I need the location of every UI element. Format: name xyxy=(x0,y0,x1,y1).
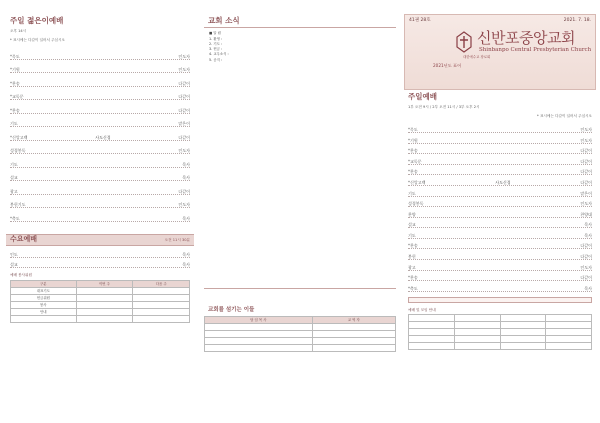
table-header-cell: 구분 xyxy=(11,281,77,288)
order-leader: 인도자 xyxy=(580,137,592,143)
table-cell xyxy=(546,329,592,336)
order-row xyxy=(10,46,190,60)
order-leader: 다같이 xyxy=(580,179,592,185)
table-cell xyxy=(546,343,592,350)
table-cell: 안내 xyxy=(11,309,77,316)
order-leader: 인도자 xyxy=(178,53,190,59)
order-leader: 목사 xyxy=(182,251,190,257)
table-cell xyxy=(133,302,190,309)
order-leader: 다같이 xyxy=(178,80,190,86)
order-row xyxy=(10,154,190,168)
meetings-table xyxy=(408,314,592,350)
order-item: 설교 xyxy=(10,261,18,267)
table-cell xyxy=(312,331,395,338)
order-row xyxy=(408,249,592,260)
order-leader: 다같이 xyxy=(178,107,190,113)
youth-worship-panel xyxy=(6,14,194,417)
order-item: *찬송 xyxy=(408,243,418,249)
table-cell xyxy=(500,336,546,343)
order-list xyxy=(404,120,596,294)
table-cell xyxy=(205,338,313,345)
order-leader: 목사 xyxy=(182,215,190,221)
table-cell xyxy=(409,322,455,329)
worship-title: 주일예배 xyxy=(408,92,437,101)
table-cell xyxy=(454,322,500,329)
order-item: *묵도 xyxy=(10,53,20,59)
table-cell: 헌금위원 xyxy=(11,295,77,302)
notice-item: 5. 공지 : xyxy=(209,57,223,62)
panel-title: 주일 젊은이예배 xyxy=(10,16,64,25)
main-worship-panel xyxy=(404,14,596,417)
table-cell xyxy=(546,322,592,329)
order-item: *찬송 xyxy=(408,148,418,154)
order-item: 설교 xyxy=(408,222,416,228)
standing-note: * 표시에는 다같이 일어서 주십시오 xyxy=(10,37,65,42)
order-leader: 다같이 xyxy=(580,243,592,249)
order-leader: 목사 xyxy=(584,285,592,291)
order-row xyxy=(408,207,592,218)
order-item: 기도 xyxy=(10,161,18,167)
order-row xyxy=(408,197,592,208)
table-cell: 봉사 xyxy=(11,302,77,309)
notices-header: ■ 알 림 xyxy=(209,31,221,36)
notice-item: 2. 기도 : xyxy=(209,41,223,46)
order-leader: 다같이 xyxy=(580,158,592,164)
table-row xyxy=(11,295,190,302)
table-cell xyxy=(409,343,455,350)
order-item: *신앙고백 xyxy=(10,134,28,140)
table-cell xyxy=(409,336,455,343)
notice-item: 4. 교우소식 : xyxy=(209,52,229,57)
table-cell xyxy=(205,331,313,338)
order-item: *교독문 xyxy=(10,94,24,100)
order-leader: 인도자 xyxy=(580,264,592,270)
order-leader: 다같이 xyxy=(580,169,592,175)
order-item: 찬양 xyxy=(408,211,416,217)
order-item: 설교 xyxy=(10,175,18,181)
order-leader: 인도자 xyxy=(178,202,190,208)
order-row xyxy=(408,154,592,165)
order-row xyxy=(10,248,190,258)
table-cell xyxy=(500,343,546,350)
order-row xyxy=(10,127,190,141)
order-row xyxy=(10,114,190,128)
order-row xyxy=(408,260,592,271)
table-cell xyxy=(312,324,395,331)
table-cell xyxy=(454,336,500,343)
church-address xyxy=(404,350,596,354)
order-row xyxy=(408,165,592,176)
order-item: 성경봉독 xyxy=(10,148,26,154)
order-leader: 목사 xyxy=(182,261,190,267)
order-row xyxy=(10,87,190,101)
order-row xyxy=(408,271,592,282)
table-cell xyxy=(312,338,395,345)
order-item: 봉헌기도 xyxy=(10,202,26,208)
table-cell xyxy=(76,316,133,323)
order-row xyxy=(408,133,592,144)
notice-item: 1. 환영 : xyxy=(209,36,223,41)
order-content: 사도신경 xyxy=(95,134,111,140)
table-cell xyxy=(76,295,133,302)
notices-list xyxy=(204,28,396,66)
table-cell xyxy=(312,345,395,352)
table-row xyxy=(205,324,396,331)
order-row xyxy=(10,208,190,222)
table-header-cell: 이번 주 xyxy=(76,281,133,288)
table-cell xyxy=(76,302,133,309)
order-item: *기원 xyxy=(408,137,418,143)
table-row xyxy=(409,315,592,322)
bulletin-date: 2021. 7. 18. xyxy=(563,18,591,23)
order-row xyxy=(10,60,190,74)
table-cell xyxy=(133,316,190,323)
prayer-box xyxy=(408,297,592,303)
wednesday-time: 오전 11시 30분 xyxy=(164,237,190,242)
standing-note: * 표시에는 다같이 일어서 주십시오 xyxy=(537,113,592,118)
order-row xyxy=(10,168,190,182)
order-leader: 찬양대 xyxy=(580,211,592,217)
table-cell: 대표기도 xyxy=(11,288,77,295)
order-item: *묵도 xyxy=(408,126,418,132)
order-leader: 다같이 xyxy=(580,275,592,281)
order-item: 성경봉독 xyxy=(408,201,424,207)
table-cell xyxy=(500,329,546,336)
table-row xyxy=(11,288,190,295)
church-name: 신반포중앙교회 xyxy=(477,29,575,47)
order-leader: 다같이 xyxy=(178,134,190,140)
table-cell xyxy=(133,288,190,295)
order-leader: 목사 xyxy=(584,222,592,228)
denomination: 대한예수교 장로회 xyxy=(463,55,491,59)
order-item: *기원 xyxy=(10,67,20,73)
order-leader: 목사 xyxy=(584,232,592,238)
panel-title: 교회 소식 xyxy=(208,16,240,25)
order-item: 기도 xyxy=(408,190,416,196)
bulletin-header xyxy=(404,14,596,90)
order-item: *찬송 xyxy=(408,275,418,281)
order-leader: 다같이 xyxy=(178,94,190,100)
order-row xyxy=(408,122,592,133)
table-cell xyxy=(76,309,133,316)
volume-number: 41권 28호 xyxy=(409,18,431,23)
table-cell xyxy=(500,315,546,322)
order-row xyxy=(408,228,592,239)
order-leader: 인도자 xyxy=(178,67,190,73)
church-news-panel xyxy=(204,14,396,417)
order-row xyxy=(10,141,190,155)
church-name-en: Shinbanpo Central Presbyterian Church xyxy=(479,47,592,53)
order-row xyxy=(408,144,592,155)
table-row xyxy=(205,331,396,338)
table-row xyxy=(11,309,190,316)
table-row xyxy=(409,343,592,350)
order-leader: 맡은이 xyxy=(178,121,190,127)
table-cell xyxy=(454,329,500,336)
table-cell xyxy=(409,329,455,336)
order-row xyxy=(408,239,592,250)
table-cell xyxy=(454,315,500,322)
order-row xyxy=(408,175,592,186)
table-row xyxy=(409,336,592,343)
order-leader: 맡은이 xyxy=(580,190,592,196)
meetings-title: 예배 및 모임 안내 xyxy=(408,307,436,312)
volunteer-table xyxy=(10,280,190,323)
table-row xyxy=(205,345,396,352)
order-content: 사도신경 xyxy=(495,179,511,185)
order-item: *찬송 xyxy=(408,169,418,175)
order-item: 기도 xyxy=(10,121,18,127)
order-item: 기도 xyxy=(408,232,416,238)
table-row xyxy=(11,302,190,309)
wednesday-title: 수요예배 xyxy=(10,235,38,244)
order-item: *축도 xyxy=(408,285,418,291)
staff-title: 교회를 섬기는 이들 xyxy=(208,307,255,314)
table-cell xyxy=(76,288,133,295)
order-leader: 다같이 xyxy=(580,254,592,260)
order-leader: 다같이 xyxy=(580,148,592,154)
order-item: 봉헌 xyxy=(408,254,416,260)
order-item: *교독문 xyxy=(408,158,422,164)
staff-table xyxy=(204,316,396,352)
order-row xyxy=(10,195,190,209)
table-cell xyxy=(500,322,546,329)
order-row xyxy=(10,100,190,114)
table-row xyxy=(205,338,396,345)
order-leader: 다같이 xyxy=(178,188,190,194)
order-item: 인도 xyxy=(10,251,18,257)
order-row xyxy=(10,258,190,268)
order-list xyxy=(6,44,194,224)
service-times: 1부 오전 9시 / 2부 오전 11시 / 3부 오후 2시 xyxy=(408,105,480,110)
table-header-cell: 담 임 목 사 xyxy=(205,317,313,324)
notice-item: 3. 헌금 : xyxy=(209,47,223,52)
order-item: *축도 xyxy=(10,215,20,221)
order-leader: 인도자 xyxy=(580,201,592,207)
order-item: 광고 xyxy=(408,264,416,270)
table-cell xyxy=(133,309,190,316)
table-row xyxy=(409,329,592,336)
table-cell xyxy=(133,295,190,302)
table-cell xyxy=(11,316,77,323)
table-row xyxy=(409,322,592,329)
order-row xyxy=(10,73,190,87)
order-item: *신앙고백 xyxy=(408,179,426,185)
order-leader: 목사 xyxy=(182,175,190,181)
table-cell xyxy=(409,315,455,322)
order-row xyxy=(408,281,592,292)
table-cell xyxy=(205,345,313,352)
table-cell xyxy=(546,315,592,322)
order-item: 광고 xyxy=(10,188,18,194)
table-header-cell: 교 역 자 xyxy=(312,317,395,324)
table-cell xyxy=(454,343,500,350)
order-item: *찬송 xyxy=(10,107,20,113)
time-line: 오후 14시 xyxy=(10,29,27,34)
table-cell xyxy=(546,336,592,343)
order-leader: 인도자 xyxy=(580,126,592,132)
order-leader: 목사 xyxy=(182,161,190,167)
order-item: *찬송 xyxy=(10,80,20,86)
order-row xyxy=(408,218,592,229)
church-logo-icon xyxy=(455,31,473,53)
table-header-cell: 다음 주 xyxy=(133,281,190,288)
table-row xyxy=(11,316,190,323)
annual-theme: 2021년도 표어 xyxy=(433,63,462,68)
wednesday-title-bar xyxy=(6,234,194,246)
wednesday-rows xyxy=(6,246,194,270)
volunteer-table-title: 예배 봉사위원 xyxy=(10,272,32,277)
order-leader: 인도자 xyxy=(178,148,190,154)
order-row xyxy=(408,186,592,197)
order-row xyxy=(10,181,190,195)
notices-box xyxy=(204,27,396,289)
table-cell xyxy=(205,324,313,331)
